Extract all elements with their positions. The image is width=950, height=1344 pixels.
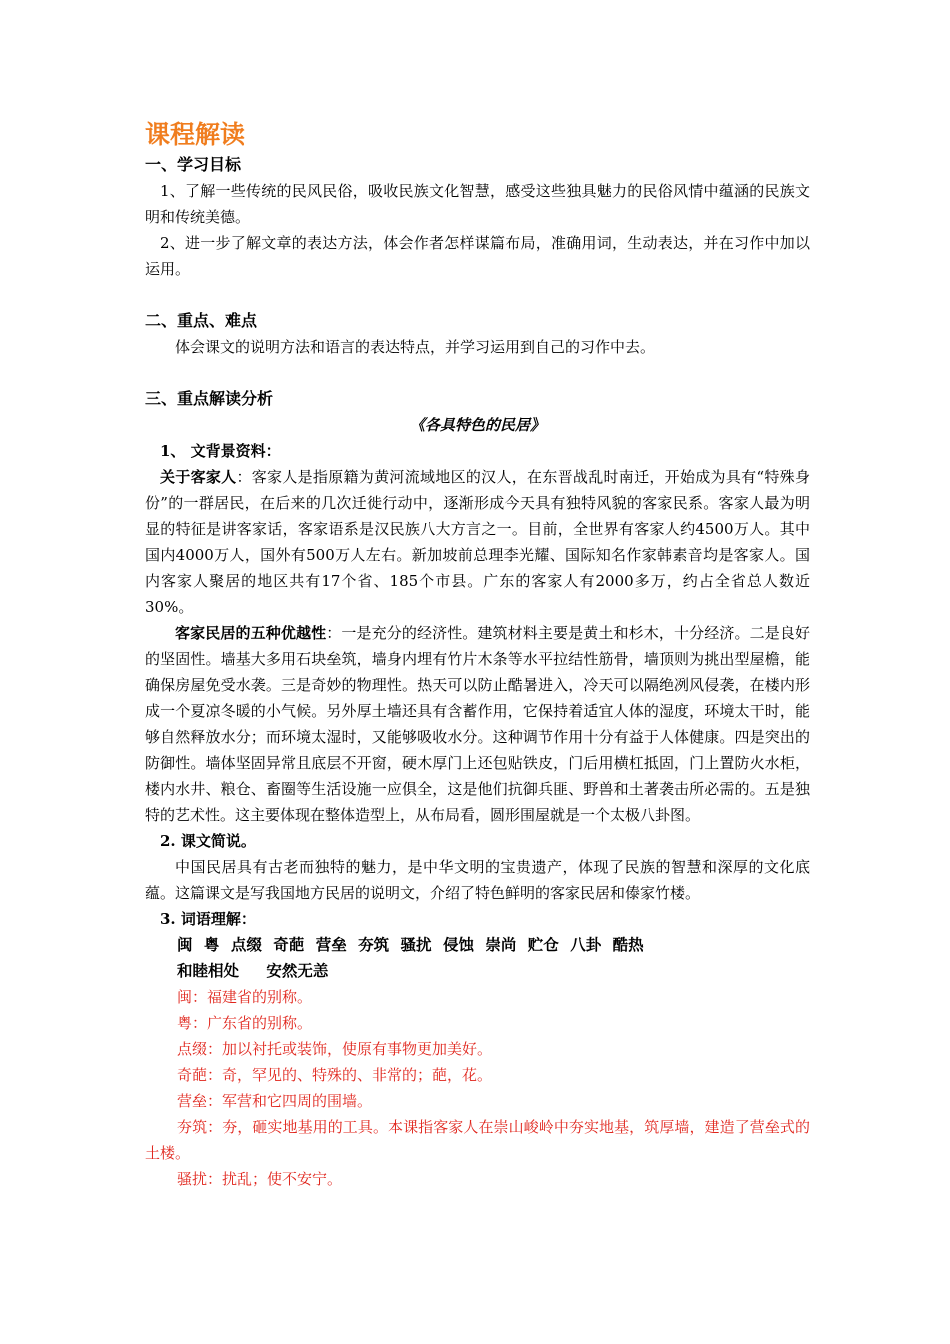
section-heading-goals: 一、学习目标 [145,155,242,174]
section-heading-key-points: 二、重点、难点 [145,311,258,330]
definition-item: 骚扰：扰乱；使不安宁。 [177,1170,343,1188]
definition-item: 夯筑：夯，砸实地基用的工具。本课指客家人在崇山峻岭中夯实地基，筑厚墙，建造了营垒式的土楼。 [145,1118,810,1162]
vocab-word: 崇尚 [485,935,517,954]
vocab-heading: 3. 词语理解： [160,910,256,928]
definition-item: 粤：广东省的别称。 [177,1014,313,1032]
vocab-word: 酷热 [612,935,644,954]
vocab-word: 骚扰 [400,935,432,954]
dwelling-text: ：一是充分的经济性。建筑材料主要是黄土和杉木，十分经济。二是良好的坚固性。墙基大多用石块垒筑，墙身内埋有竹片木条等水平拉结性筋骨，墙顶则为挑出型屋檐，能确保房屋免受水袭。三是奇妙的物理性。热天可以防止酷暑进入，冷天可以隔绝冽风侵袭，在楼内形成一个夏凉冬暖的小气候。另外厚土墙还具有含蓄作用，它保持着适宜人体的湿度，环境太干时，能够自然释放水分；而环境太湿时，又能够吸收水分。这种调节作用十分有益于人体健康。四是突出的防御性。墙体坚固异常且底层不开窗，硬木厚门上还包贴铁皮，门后用横杠抵固，门上置防火水柜，楼内水井、粮仓、畜圈等生活设施一应俱全，这是他们抗御兵匪、野兽和土著袭击所必需的。五是独特的艺术性。这主要体现在整体造型上，从布局看，圆形围屋就是一个太极八卦图。 [145,624,810,824]
vocab-word: 营垒 [315,935,347,954]
definition-item: 点缀：加以衬托或装饰，使原有事物更加美好。 [177,1040,493,1058]
hakka-text: ：客家人是指原籍为黄河流域地区的汉人，在东晋战乱时南迁，开始成为具有“特殊身份”的一群居民，在后来的几次迁徙行动中，逐渐形成今天具有独特风貌的客家民系。客家人最为明显的特征是讲客家话，客家语系是汉民族八大方言之一。目前，全世界有客家人约4500万人。其中国内4000万人，国外有500万人左右。新加坡前总理李光耀、国际知名作家韩素音均是客家人。国内客家人聚居的地区共有17个省、185个市县。广东的客家人有2000多万，约占全省总人数近30%。 [145,468,810,616]
hakka-label: 关于客家人 [160,468,237,486]
key-points-text: 体会课文的说明方法和语言的表达特点，并学习运用到自己的习作中去。 [175,338,656,356]
vocab-word: 八卦 [570,935,602,954]
vocab-word: 安然无恙 [266,961,329,980]
vocab-word: 贮仓 [527,935,559,954]
vocab-word: 夯筑 [358,935,390,954]
lesson-title: 《各具特色的民居》 [409,416,545,434]
vocab-word: 闽 [177,935,193,954]
vocab-word: 和睦相处 [177,961,240,980]
summary-heading: 2. 课文简说。 [160,832,256,850]
definition-item: 奇葩：奇，罕见的、特殊的、非常的；葩，花。 [177,1066,493,1084]
vocab-word: 点缀 [230,935,262,954]
dwelling-label: 客家民居的五种优越性 [175,624,327,642]
vocab-word: 奇葩 [273,935,305,954]
vocab-row-1 [145,932,810,958]
background-heading: 1、 文背景资料： [160,442,281,460]
goal-item-2: 2、进一步了解文章的表达方法，体会作者怎样谋篇布局，准确用词，生动表达，并在习作中加以运用。 [145,234,810,278]
hakka-paragraph [145,464,810,620]
section-heading-analysis: 三、重点解读分析 [145,389,274,408]
summary-text: 中国民居具有古老而独特的魅力，是中华文明的宝贵遗产，体现了民族的智慧和深厚的文化底蕴。这篇课文是写我国地方民居的说明文，介绍了特色鲜明的客家民居和傣家竹楼。 [145,858,810,902]
dwelling-paragraph [145,620,810,828]
document-page [145,118,810,1192]
vocab-word: 侵蚀 [442,935,474,954]
definition-item: 闽：福建省的别称。 [177,988,313,1006]
definition-item: 营垒：军营和它四周的围墙。 [177,1092,373,1110]
page-title: 课程解读 [145,120,246,149]
vocab-word: 粤 [203,935,220,954]
goal-item-1: 1、了解一些传统的民风民俗，吸收民族文化智慧，感受这些独具魅力的民俗风情中蕴涵的民族文明和传统美德。 [145,182,810,226]
vocab-row-2 [145,958,810,984]
